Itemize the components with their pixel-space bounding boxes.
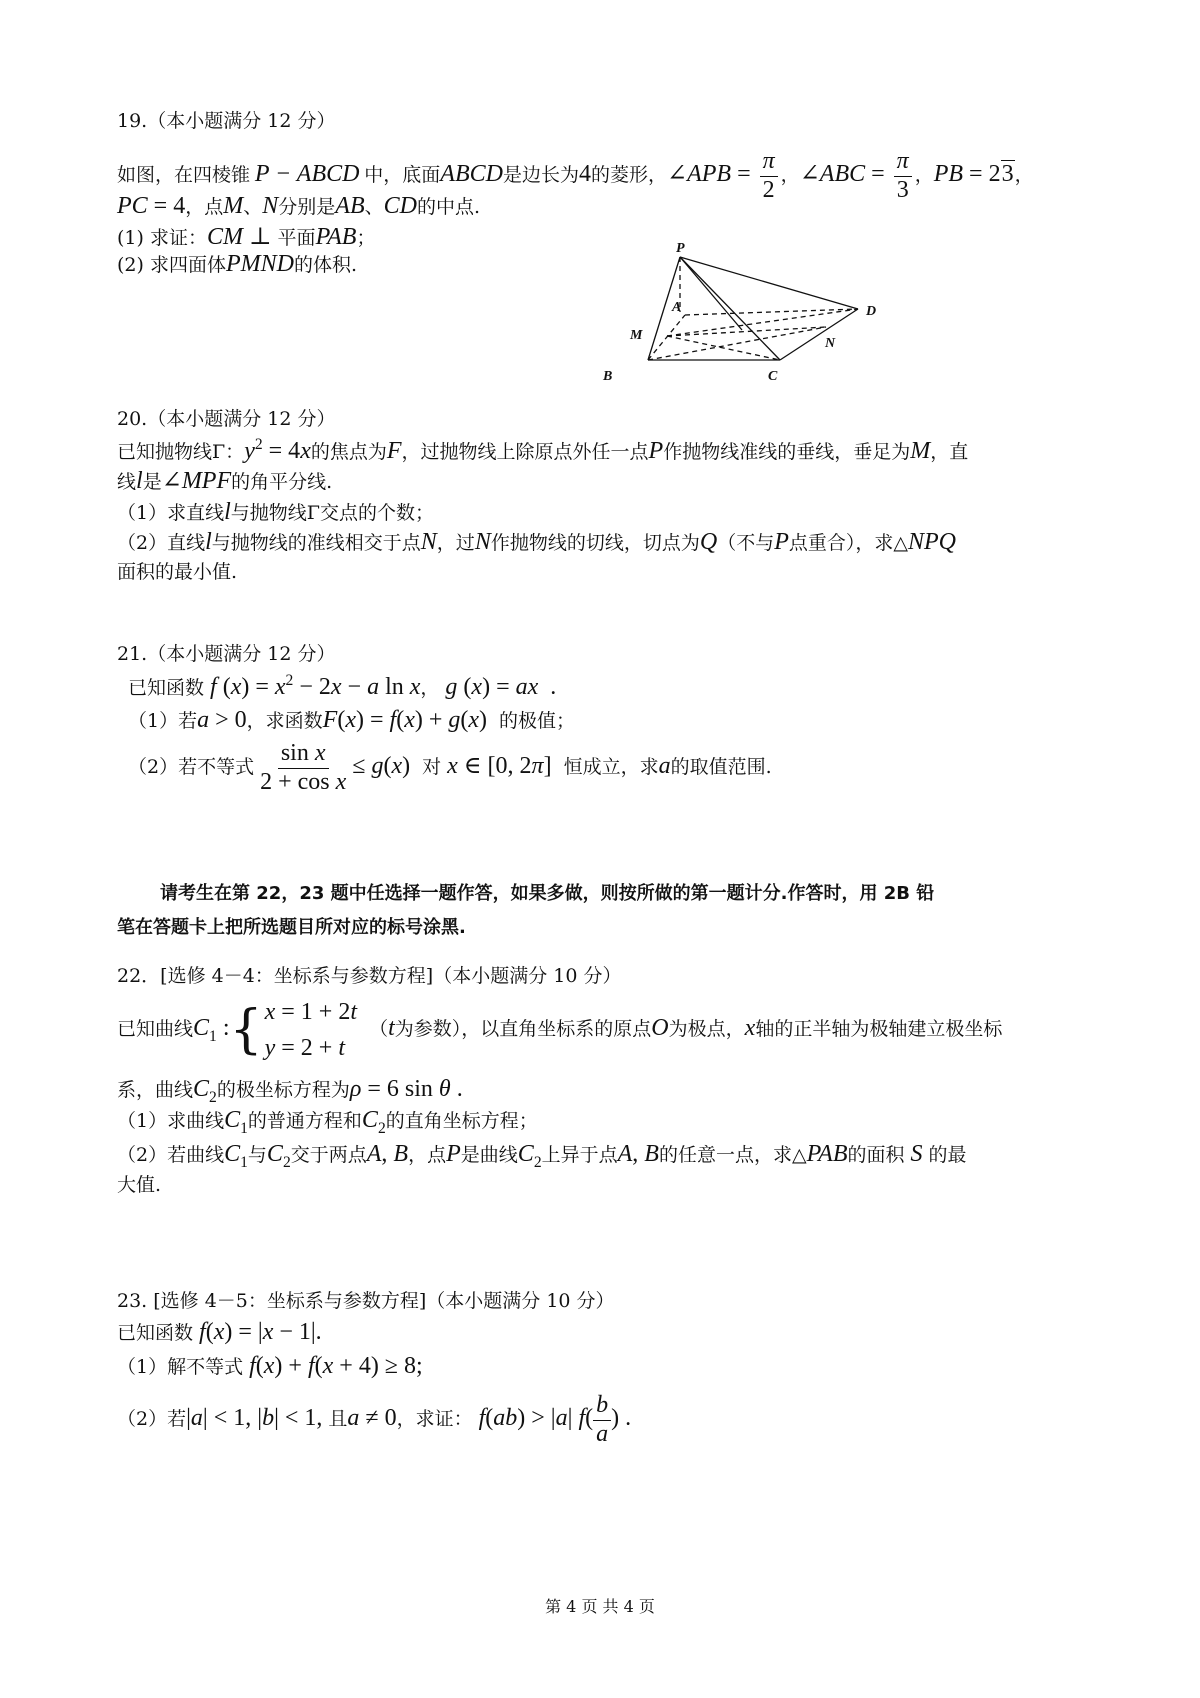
q21-stem: 已知函数 f $(x) = x^2 - 2x - a$ ln x， g (x) = ax . [128, 672, 557, 700]
q23-part1: （1）解不等式 f(x) + f(x + 4) ≥ 8; [117, 1353, 423, 1379]
page-footer: 第 4 页 共 4 页 [545, 1597, 655, 1616]
q21-part2: （2）若不等式 $\frac{\text{sin x}}{\text{2 + cos x}}$ ≤ g(x) 对 x ∈ [0, 2π] 恒成立，求a的取值范围. [128, 740, 772, 795]
label-b: B [603, 369, 613, 384]
q19-header: 19.（本小题满分 12 分） [117, 110, 336, 132]
q19-stem-line1: 如图，在四棱锥 P − ABCD 中，底面ABCD是边长为4的菱形，∠APB = $\frac{\pi}{2}$ ，∠ABC = $\frac{\pi}{3}$ ，PB = 23， [117, 148, 1034, 203]
q23-stem: 已知函数 f(x) = |x − 1|. [117, 1319, 322, 1345]
label-n: N [825, 336, 836, 351]
label-m: M [630, 328, 643, 343]
notice-line2: 笔在答题卡上把所选题目所对应的标号涂黑. [117, 917, 466, 938]
notice-line1: 请考生在第 22，23 题中任选择一题作答，如果多做，则按所做的第一题计分.作答时，用 2B 铅 [160, 883, 935, 904]
label-c: C [768, 369, 778, 384]
q20-header: 20.（本小题满分 12 分） [117, 408, 336, 430]
label-p: P [676, 241, 685, 256]
q22-header: 22．[选修 4－4：坐标系与参数方程]（本小题满分 10 分） [117, 965, 622, 987]
q20-part2-cont: 面积的最小值. [117, 561, 238, 583]
q19-stem-line2: PC = 4，点M、N分别是AB、CD的中点. [117, 193, 481, 219]
q22-part2: （2）若曲线$C_1$与$C_2$交于两点A, B，点P是曲线$C_2$上异于点A, B的任意一点，求△PAB的面积 S 的最 [117, 1141, 967, 1171]
q19-part2: (2) 求四面体PMND的体积. [117, 251, 358, 277]
q21-part1: （1）若a > 0，求函数F(x) = f(x) + g(x) 的极值； [128, 707, 576, 733]
q22-part1: （1）求曲线$C_1$的普通方程和$C_2$的直角坐标方程； [117, 1107, 538, 1137]
label-d: D [866, 304, 877, 319]
label-a: A [672, 300, 682, 315]
pyramid-figure [603, 241, 940, 385]
q19-part1: (1) 求证：CM ⊥ 平面PAB； [117, 224, 376, 250]
q20-stem-line1: 已知抛物线Γ：$y^2 = 4x$的焦点为F，过抛物线上除原点外任一点P作抛物线准线的垂线，垂足为M，直 [117, 436, 969, 464]
q21-header: 21.（本小题满分 12 分） [117, 643, 336, 665]
q20-stem-line2: 线l是∠MPF的角平分线. [117, 468, 333, 494]
q23-header: 23. [选修 4－5：坐标系与参数方程]（本小题满分 10 分） [117, 1290, 615, 1312]
q20-part1: （1）求直线l与抛物线Γ交点的个数； [117, 499, 434, 525]
q22-stem-line2: 系，曲线$C_2$的极坐标方程为ρ = 6 sin θ . [117, 1076, 463, 1106]
q22-part2-cont: 大值. [117, 1174, 162, 1196]
q20-part2: （2）直线l与抛物线的准线相交于点N，过N作抛物线的切线，切点为Q（不与P点重合），求△NPQ [117, 529, 956, 555]
q23-part2: （2）若|a| < 1, |b| < 1, 且a ≠ 0，求证： f(ab) > |a| f( $\frac{b}{a}$ ) . [117, 1392, 632, 1447]
q22-stem-line1: 已知曲线$C_1$ :{ x = 1 + 2t y = 2 + t （t为参数），以直角坐标系的原点O为极点，x轴的正半轴为极轴建立极坐标 [117, 999, 1003, 1061]
